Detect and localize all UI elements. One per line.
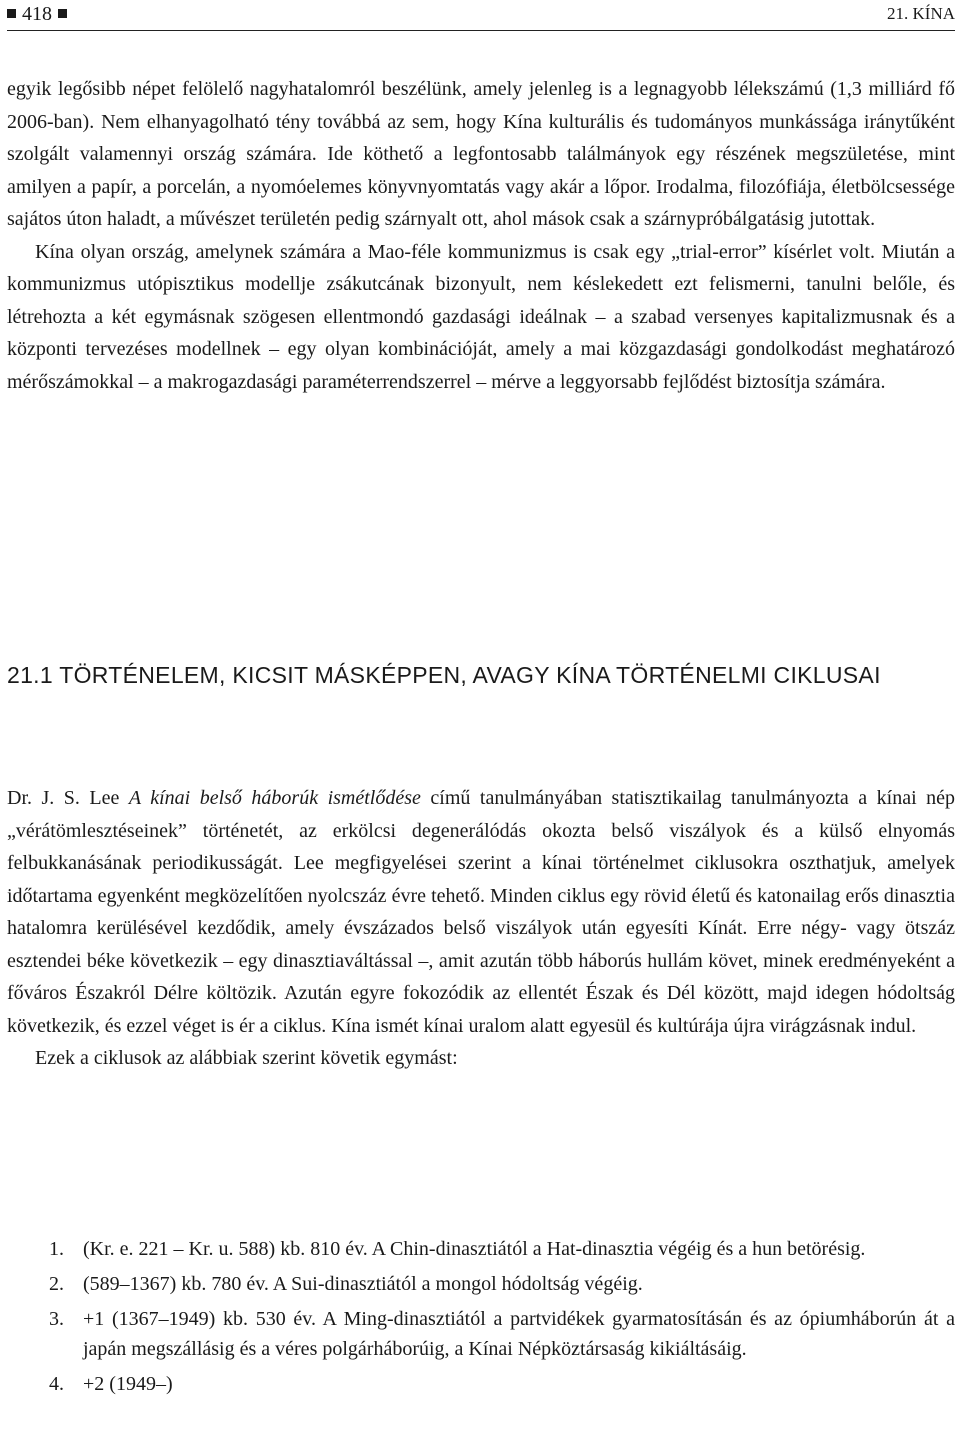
list-number: 3.: [49, 1308, 64, 1330]
list-item: [7, 1369, 955, 1399]
text-run: Dr. J. S. Lee: [7, 787, 129, 809]
list-item: [7, 1304, 955, 1364]
section-text: [7, 782, 955, 1075]
intro-text: [7, 73, 955, 398]
list-item: [7, 1234, 955, 1264]
paragraph: [7, 782, 955, 1042]
list-text: +1 (1367–1949) kb. 530 év. A Ming-dinasztiától a partvidékek gyarmatosításán és az ópiumháborún át a japán megszállásig és a véres polgárháborúig, a Kínai Népköztársaság kikiáltásáig.: [83, 1308, 955, 1360]
list-number: 2.: [49, 1273, 64, 1295]
list-number: 1.: [49, 1238, 64, 1260]
paragraph: Ezek a ciklusok az alábbiak szerint követik egymást:: [35, 1047, 458, 1069]
chapter-title: 21. KÍNA: [887, 4, 955, 23]
list-text: +2 (1949–): [83, 1373, 173, 1395]
list-text: (589–1367) kb. 780 év. A Sui-dinasztiától a mongol hódoltság végéig.: [83, 1273, 643, 1295]
cycle-list: [7, 1234, 955, 1404]
list-text: (Kr. e. 221 – Kr. u. 588) kb. 810 év. A Chin-dinasztiától a Hat-dinasztia végéig és a hun betörésig.: [83, 1238, 866, 1260]
section-heading: 21.1 TÖRTÉNELEM, KICSIT MÁSKÉPPEN, AVAGY KÍNA TÖRTÉNELMI CIKLUSAI: [7, 662, 881, 688]
paragraph: egyik legősibb népet felölelő nagyhatalomról beszélünk, amely jelenleg is a legnagyobb lélekszámú (1,3 milliárd fő 2006-ban). Nem elhanyagolható tény továbbá az sem, hogy Kína kulturális és tudományos munkássága iránytűként szolgált valamennyi ország számára. Ide köthető a legfontosabb találmányok egy részének megszületése, mint amilyen a papír, a porcelán, a nyomóelemes könyvnyomtatás vagy akár a lőpor. Irodalma, filozófiája, életbölcsessége sajátos úton haladt, a művészet területén pedig szárnyalt ott, ahol mások csak a szárnypróbálgatásig jutottak.: [7, 78, 955, 230]
square-bullet-icon: [58, 9, 67, 18]
page-number-block: [7, 0, 67, 28]
square-bullet-icon: [7, 9, 16, 18]
text-run: című tanulmányában statisztikailag tanulmányozta a kínai nép „vérátömlesztéseinek” történetét, az erkölcsi degenerálódás okozta belső viszályok és a külső elnyomás felbukkanásának periodikusságát. Lee megfigyelései szerint a kínai történelmet ciklusokra oszthatjuk, amelyek időtartama egyenként megközelítően nyolcszáz évre tehető. Minden ciklus egy rövid életű és katonailag erős dinasztia hatalomra kerülésével kezdődik, amely évszázados belső viszályok után egyesíti Kínát. Erre négy- vagy ötszáz esztendei béke következik – egy dinasztiaváltással –, amit azután több háborús hullám követ, minek eredményeként a főváros Északról Délre költözik. Azután egyre fokozódik az ellentét Észak és Dél között, majd idegen hódoltság következik, és ezzel véget is ér a ciklus. Kína ismét kínai uralom alatt egyesül és kultúrája újra virágzásnak indul.: [7, 787, 955, 1037]
work-title: A kínai belső háborúk ismétlődése: [128, 787, 421, 809]
list-number: 4.: [49, 1373, 64, 1395]
paragraph: Kína olyan ország, amelynek számára a Mao-féle kommunizmus is csak egy „trial-error” kísérlet volt. Miután a kommunizmus utópisztikus modellje zsákutcának bizonyult, nem késlekedett ezt felismerni, tanulni belőle, és létrehozta a két egymásnak szögesen ellentmondó gazdasági ideálnak – a szabad versenyes kapitalizmusnak és a központi tervezéses modellnek – egy olyan kombinációját, amely a mai közgazdasági gondolkodást meghatározó mérőszámokkal – a makrogazdasági paraméterrendszerrel – mérve a leggyorsabb fejlődést biztosítja számára.: [7, 240, 955, 393]
running-head: [7, 0, 955, 31]
list-item: [7, 1269, 955, 1299]
page-number: 418: [22, 3, 52, 25]
